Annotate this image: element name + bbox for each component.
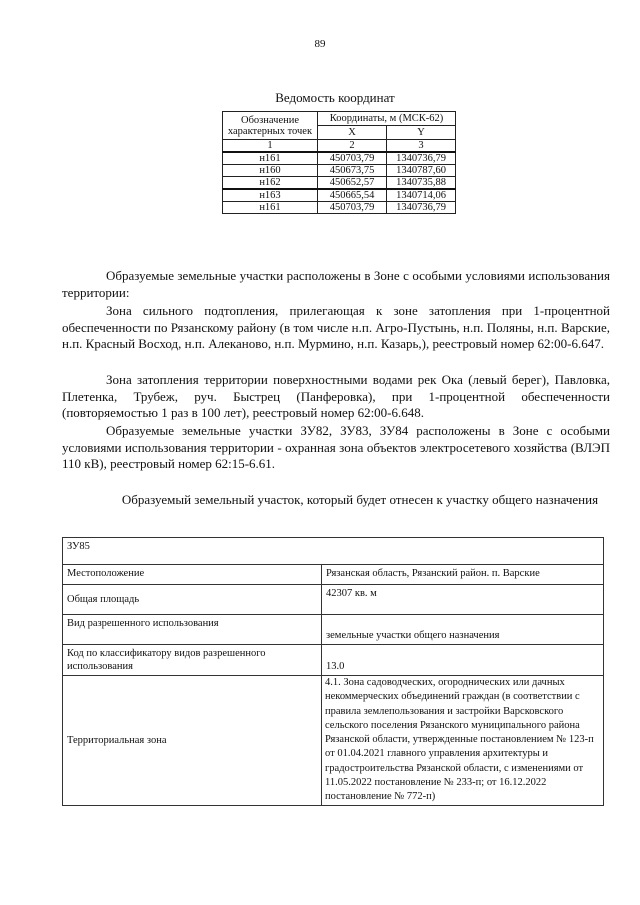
coordinates-header-row	[223, 112, 456, 126]
x-cell: 450652,57	[318, 177, 387, 190]
header-y: Y	[387, 126, 456, 140]
plot-location-row	[63, 565, 604, 585]
section-title: Образуемый земельный участок, который будет отнесен к участку общего назначения	[121, 492, 599, 507]
plot-id-row	[63, 538, 604, 565]
header-x: X	[318, 126, 387, 140]
point-cell: н162	[223, 177, 318, 190]
plot-use-row	[63, 615, 604, 645]
table-row	[223, 189, 456, 202]
zone-value: 4.1. Зона садоводческих, огороднических или дачных некоммерческих объединений граждан (в соответствии с правила землепользования и застройки Варсковского сельского поселения Рязанского муниципального района Рязанской области, утвержденные постановлением № 123-п от 01.04.2021 главного управления архитектуры и градостроительства Рязанской области, с изменениями от 11.05.2022 постановление № 233-п; от 16.12.2022 постановление № 772-п)	[322, 676, 604, 806]
table-row	[223, 177, 456, 190]
header-point-designation: Обозначение характерных точек	[223, 112, 318, 140]
table-row	[223, 152, 456, 165]
paragraph-flooding-rivers: Зона затопления территории поверхностными водами рек Ока (левый берег), Павловка, Плетенка, Трубеж, руч. Быстрец (Панферовка), при 1-процентной обеспеченности (повторяемостью 1 раз в 100 лет), реестровый номер 62:00-6.648.	[62, 372, 610, 420]
point-cell: н163	[223, 189, 318, 202]
paragraph-special-zone-intro: Образуемые земельные участки расположены в Зоне с особыми условиями использования территории:	[62, 268, 610, 300]
zone-label: Территориальная зона	[63, 676, 322, 806]
use-value: земельные участки общего назначения	[322, 615, 604, 645]
point-cell: н161	[223, 202, 318, 214]
x-cell: 450703,79	[318, 202, 387, 214]
table-row	[223, 165, 456, 177]
y-cell: 1340714,06	[387, 189, 456, 202]
y-cell: 1340735,88	[387, 177, 456, 190]
table-row	[223, 202, 456, 214]
x-cell: 450665,54	[318, 189, 387, 202]
page-number: 89	[314, 38, 326, 50]
coordinates-title: Ведомость координат	[275, 90, 395, 105]
y-cell: 1340787,60	[387, 165, 456, 177]
location-value: Рязанская область, Рязанский район. п. Варские	[322, 565, 604, 585]
plot-id: ЗУ85	[63, 538, 604, 565]
plot-area-row	[63, 585, 604, 615]
numbering-cell: 3	[387, 140, 456, 153]
point-cell: н160	[223, 165, 318, 177]
numbering-cell: 1	[223, 140, 318, 153]
location-label: Местоположение	[63, 565, 322, 585]
plot-code-row	[63, 645, 604, 676]
header-coords-group: Координаты, м (МСК-62)	[318, 112, 456, 126]
paragraph-power-line-zone: Образуемые земельные участки ЗУ82, ЗУ83, ЗУ84 расположены в Зоне с особыми условиями использования территории - охранная зона объектов электросетевого хозяйства (ВЛЭП 110 кВ), реестровый номер 62:15-6.61.	[62, 423, 610, 471]
area-value: 42307 кв. м	[322, 585, 604, 615]
use-label: Вид разрешенного использования	[63, 615, 322, 645]
paragraph-flooding-strong: Зона сильного подтопления, прилегающая к зоне затопления при 1-процентной обеспеченности по Рязанскому району (в том числе н.п. Агро-Пустынь, н.п. Поляны, н.п. Варские, н.п. Красный Восход, н.п. Алеканово, н.п. Мурмино, н.п. Казарь,), реестровый номер 62:00-6.647.	[62, 303, 610, 351]
coordinates-numbering-row	[223, 140, 456, 153]
point-cell: н161	[223, 152, 318, 165]
coordinates-table	[222, 111, 456, 214]
plot-zone-row	[63, 676, 604, 806]
area-label: Общая площадь	[63, 585, 322, 615]
x-cell: 450673,75	[318, 165, 387, 177]
y-cell: 1340736,79	[387, 152, 456, 165]
numbering-cell: 2	[318, 140, 387, 153]
y-cell: 1340736,79	[387, 202, 456, 214]
x-cell: 450703,79	[318, 152, 387, 165]
code-value: 13.0	[322, 645, 604, 676]
plot-table	[62, 537, 604, 806]
code-label: Код по классификатору видов разрешенного использования	[63, 645, 322, 676]
